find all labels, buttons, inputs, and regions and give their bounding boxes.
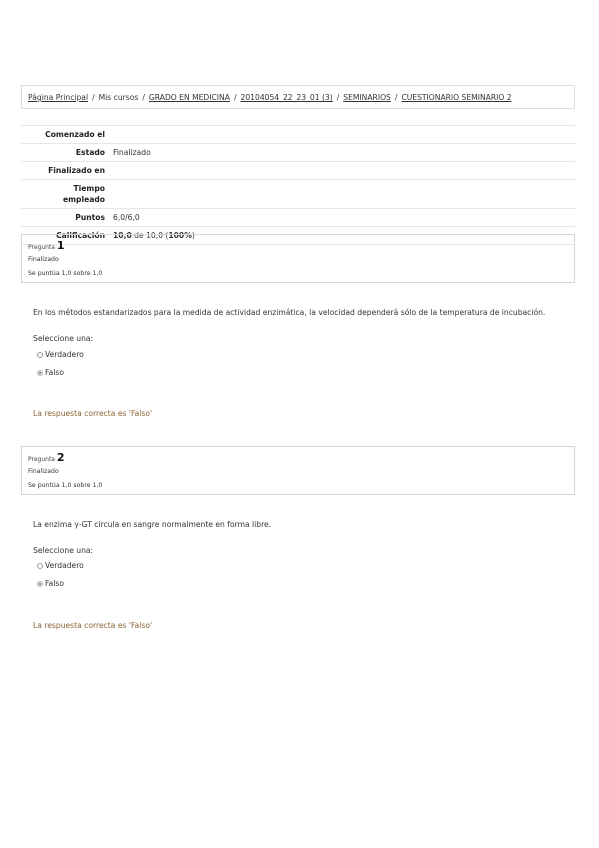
summary-label: Calificación bbox=[56, 231, 105, 240]
question-2-prompt: Seleccione una: bbox=[33, 546, 94, 555]
option-label: Falso bbox=[45, 368, 65, 377]
question-2-option-false[interactable] bbox=[37, 579, 64, 588]
summary-value bbox=[111, 126, 113, 143]
question-2-info bbox=[21, 446, 575, 495]
question-prefix: Pregunta bbox=[28, 456, 55, 463]
breadcrumb-course-link[interactable]: 20104054_22_23_01 (3) bbox=[240, 93, 333, 102]
grade-of: de 10,0 ( bbox=[131, 231, 169, 240]
summary-label: Finalizado en bbox=[48, 166, 105, 175]
radio-selected-icon[interactable] bbox=[37, 581, 43, 587]
breadcrumb-home-link[interactable]: Página Principal bbox=[28, 93, 89, 102]
breadcrumb-degree-link[interactable]: GRADO EN MEDICINA bbox=[148, 93, 230, 102]
question-prefix: Pregunta bbox=[28, 244, 55, 251]
question-1-prompt: Seleccione una: bbox=[33, 334, 94, 343]
question-number-value: 1 bbox=[56, 239, 65, 252]
question-number bbox=[28, 451, 568, 464]
summary-row-points bbox=[21, 208, 575, 226]
breadcrumb-my-courses: Mis cursos bbox=[98, 93, 139, 102]
breadcrumb: Página Principal / Mis cursos / GRADO EN MEDICINA / 20104054_22_23_01 (3) / SEMINARIOS / CUESTIONARIO SEMINARIO 2 bbox=[21, 85, 575, 109]
question-status: Finalizado bbox=[28, 256, 59, 263]
summary-label: Comenzado el bbox=[45, 130, 105, 139]
breadcrumb-quiz-link[interactable]: CUESTIONARIO SEMINARIO 2 bbox=[401, 93, 512, 102]
summary-row-started bbox=[21, 125, 575, 143]
option-label: Falso bbox=[45, 579, 65, 588]
breadcrumb-seminars-link[interactable]: SEMINARIOS bbox=[343, 93, 391, 102]
question-1-option-false[interactable] bbox=[37, 368, 64, 377]
question-number bbox=[28, 239, 568, 252]
summary-row-state bbox=[21, 143, 575, 161]
question-grade: Se puntúa 1,0 sobre 1,0 bbox=[28, 270, 103, 277]
question-grade: Se puntúa 1,0 sobre 1,0 bbox=[28, 482, 103, 489]
question-status: Finalizado bbox=[28, 468, 59, 475]
grade-close: ) bbox=[191, 231, 195, 240]
summary-label-line: empleado bbox=[62, 195, 105, 204]
summary-label: Estado bbox=[75, 148, 105, 157]
question-1-correct-answer: La respuesta correcta es 'Falso' bbox=[33, 409, 153, 418]
summary-value: Finalizado bbox=[113, 148, 151, 157]
question-1-option-true[interactable] bbox=[37, 350, 84, 359]
summary-label-line: Tiempo bbox=[73, 184, 105, 193]
radio-icon[interactable] bbox=[37, 352, 43, 358]
summary-row-time bbox=[21, 179, 575, 208]
question-1-info bbox=[21, 234, 575, 283]
grade-score: 10,0 bbox=[113, 231, 132, 240]
radio-icon[interactable] bbox=[37, 563, 43, 569]
radio-selected-icon[interactable] bbox=[37, 370, 43, 376]
question-2-text: La enzima γ-GT circula en sangre normalmente en forma libre. bbox=[33, 520, 272, 529]
summary-row-finished bbox=[21, 161, 575, 179]
option-label: Verdadero bbox=[45, 350, 84, 359]
summary-value bbox=[111, 162, 113, 179]
question-number-value: 2 bbox=[56, 451, 65, 464]
grade-percent: 100% bbox=[168, 231, 192, 240]
attempt-summary-table bbox=[21, 125, 575, 245]
question-2-correct-answer: La respuesta correcta es 'Falso' bbox=[33, 621, 153, 630]
summary-label bbox=[21, 180, 111, 208]
summary-value bbox=[111, 180, 113, 208]
summary-label: Puntos bbox=[75, 213, 105, 222]
summary-value: 6,0/6,0 bbox=[113, 213, 140, 222]
option-label: Verdadero bbox=[45, 561, 84, 570]
question-2-option-true[interactable] bbox=[37, 561, 84, 570]
question-1-text: En los métodos estandarizados para la medida de actividad enzimática, la velocidad dependerá sólo de la temperatura de incubación. bbox=[33, 308, 546, 317]
